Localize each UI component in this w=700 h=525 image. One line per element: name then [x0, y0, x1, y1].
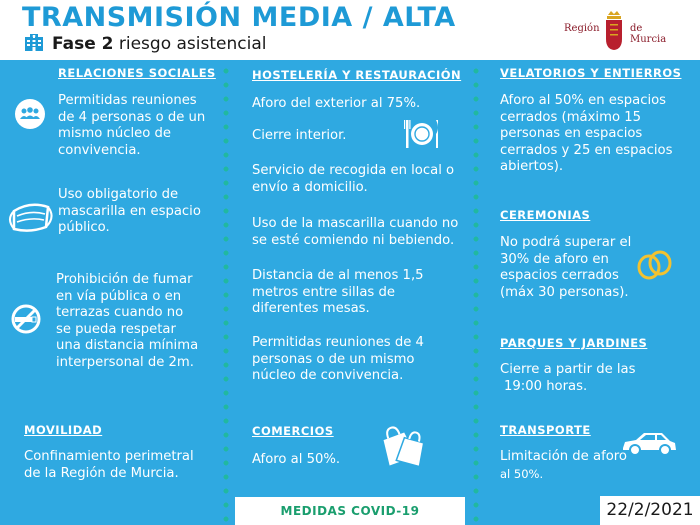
rings-icon	[636, 248, 674, 282]
column-divider-right	[472, 64, 480, 524]
ceremonias-text: No podrá superar el 30% de aforo en espacios cerrados (máx 30 personas).	[500, 235, 632, 300]
phase-description: riesgo asistencial	[113, 34, 267, 54]
column-divider-left	[222, 64, 230, 524]
hosteleria-item-1: Aforo del exterior al 75%.	[252, 96, 421, 111]
transporte-text: Limitación de aforo al 50%.	[500, 449, 627, 481]
velatorios-text: Aforo al 50% en espacios cerrados (máximo 15 personas en espacios cerrados y 25 en espacios abiertos).	[500, 93, 673, 174]
page-subtitle	[24, 34, 266, 54]
parques-text: Cierre a partir de las 19:00 horas.	[500, 362, 636, 394]
date-box	[600, 496, 700, 525]
mask-icon	[4, 197, 56, 239]
phase-label: Fase 2	[52, 34, 114, 54]
publication-date: 22/2/2021	[606, 500, 694, 520]
hosteleria-item-5: Distancia de al menos 1,5 metros entre sillas de diferentes mesas.	[252, 268, 424, 316]
heading-movilidad: MOVILIDAD	[24, 423, 103, 437]
heading-parques: PARQUES Y JARDINES	[500, 336, 648, 350]
hosteleria-item-4: Uso de la mascarilla cuando no se esté comiendo ni bebiendo.	[252, 216, 459, 248]
region-logo	[560, 5, 680, 55]
comercios-text: Aforo al 50%.	[252, 452, 341, 467]
car-icon	[620, 428, 678, 458]
movilidad-text: Confinamiento perimetral de la Región de Murcia.	[24, 449, 194, 481]
measures-panel	[0, 60, 700, 525]
header	[0, 0, 700, 60]
heading-ceremonias: CEREMONIAS	[500, 208, 591, 222]
heading-velatorios: VELATORIOS Y ENTIERROS	[500, 66, 682, 80]
fumar-text: Prohibición de fumar en vía pública o en terrazas cuando no se pueda respetar una distancia mínima interpersonal de 2m.	[56, 272, 199, 370]
relaciones-text: Permitidas reuniones de 4 personas o de un mismo núcleo de convivencia.	[58, 93, 206, 158]
page-title: TRANSMISIÓN MEDIA / ALTA	[22, 2, 456, 33]
people-icon	[14, 98, 46, 130]
footer-label-box	[235, 497, 465, 525]
parques-line-2: 19:00 horas.	[504, 378, 588, 394]
shopping-bags-icon	[378, 420, 428, 468]
hospital-icon	[24, 34, 44, 52]
region-crest-icon	[604, 9, 624, 51]
region-logo-right-text: de Murcia	[630, 23, 667, 45]
hosteleria-item-2: Cierre interior.	[252, 128, 347, 143]
footer-label: MEDIDAS COVID-19	[280, 504, 420, 518]
heading-comercios: COMERCIOS	[252, 424, 334, 438]
mascarilla-text: Uso obligatorio de mascarilla en espacio público.	[58, 187, 201, 235]
no-smoking-icon	[10, 303, 42, 335]
hosteleria-item-6: Permitidas reuniones de 4 personas o de un mismo núcleo de convivencia.	[252, 335, 424, 383]
plate-cutlery-icon	[402, 118, 442, 150]
heading-transporte: TRANSPORTE	[500, 423, 591, 437]
heading-relaciones-sociales: RELACIONES SOCIALES	[58, 66, 216, 80]
heading-hosteleria: HOSTELERÍA Y RESTAURACIÓN	[252, 68, 462, 82]
hosteleria-item-3: Servicio de recogida en local o envío a domicilio.	[252, 163, 455, 195]
region-logo-left-text: Región	[564, 23, 600, 34]
